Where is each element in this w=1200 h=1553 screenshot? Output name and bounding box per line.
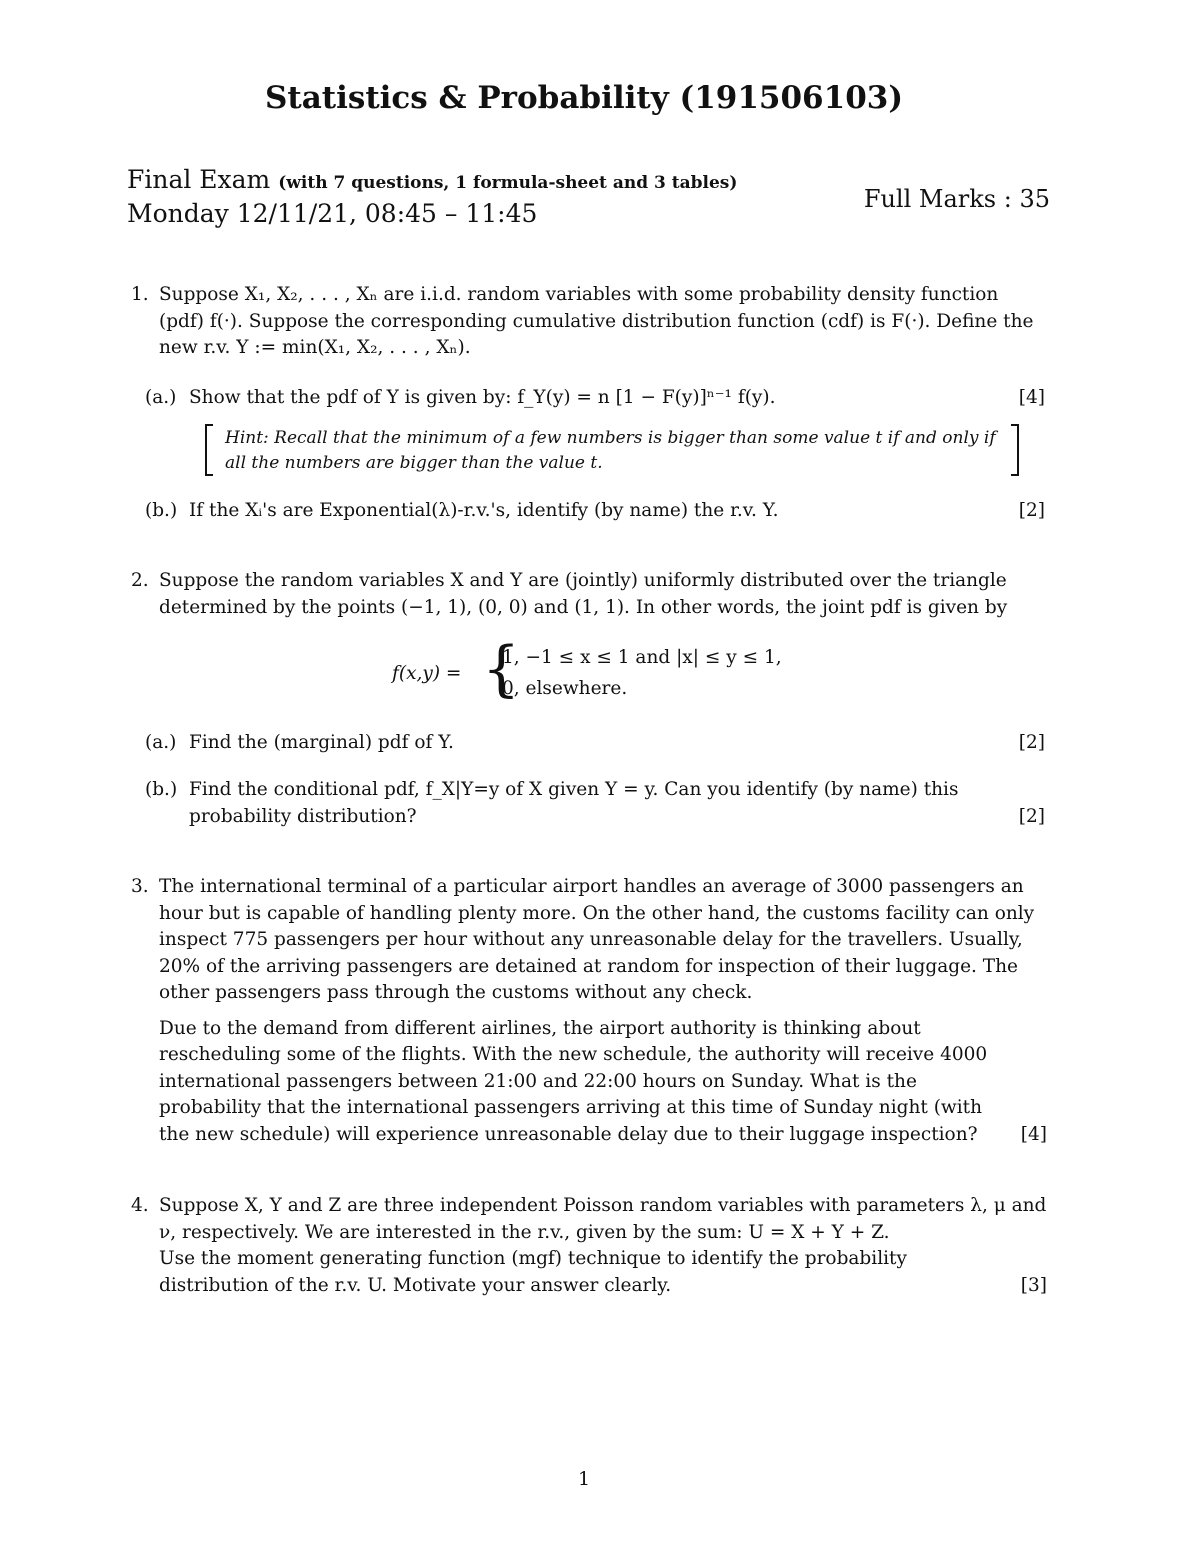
- question-2: [131, 568, 1047, 621]
- exam-line: [127, 165, 737, 194]
- full-marks: Full Marks : 35: [863, 185, 1050, 213]
- question-3: [131, 874, 1047, 1148]
- marks-badge: [4]: [1018, 387, 1045, 408]
- question-1b: [145, 498, 1045, 525]
- hint-text: Hint: Recall that the minimum of a few numbers is bigger than some value t if and only if all the numbers are bigger than the value t.: [225, 428, 996, 473]
- part-text: Find the (marginal) pdf of Y.: [189, 732, 454, 753]
- question-text: The international terminal of a particular airport handles an average of 3000 passengers an hour but is capable of handling plenty more. On the other hand, the customs facility can only inspect 775 passengers per hour without any unreasonable delay for the travellers. Usually, 20% of the arriving passengers are detained at random for inspection of their luggage. The other passengers pass through the customs without any check.: [159, 876, 1035, 1003]
- formula-case-1: 1, −1 ≤ x ≤ 1 and |x| ≤ y ≤ 1,: [502, 647, 782, 668]
- exam-note: (with 7 questions, 1 formula-sheet and 3 tables): [278, 173, 738, 193]
- part-label: (b.): [145, 500, 178, 521]
- question-number: 3.: [131, 876, 149, 897]
- part-text: Find the conditional pdf, f_X|Y=y of X given Y = y. Can you identify (by name) this probability distribution?: [189, 779, 959, 827]
- marks-badge: [4]: [1020, 1123, 1047, 1145]
- question-number: 2.: [131, 570, 149, 591]
- marks-badge: [2]: [1018, 500, 1045, 521]
- question-number: 4.: [131, 1195, 149, 1216]
- question-2b: [145, 777, 1045, 831]
- question-4: [131, 1193, 1047, 1299]
- question-1a: [145, 385, 1045, 412]
- exam-datetime: Monday 12/11/21, 08:45 – 11:45: [127, 199, 538, 228]
- marks-badge: [2]: [1018, 732, 1045, 753]
- question-text-2: Use the moment generating function (mgf) technique to identify the probability distribution of the r.v. U. Motivate your answer clearly.: [159, 1248, 907, 1296]
- question-text: Suppose the random variables X and Y are (jointly) uniformly distributed over the triangle determined by the points (−1, 1), (0, 0) and (1, 1). In other words, the joint pdf is given by: [159, 570, 1008, 618]
- question-number: 1.: [131, 284, 149, 305]
- marks-badge: [2]: [1018, 806, 1045, 827]
- question-2a: [145, 730, 1045, 757]
- course-title: Statistics & Probability (191506103): [264, 80, 903, 116]
- formula-lhs: f(x,y) =: [392, 663, 462, 684]
- part-label: (a.): [145, 387, 177, 408]
- formula-case-2: 0, elsewhere.: [502, 678, 628, 699]
- part-label: (a.): [145, 732, 177, 753]
- part-text: If the Xᵢ's are Exponential(λ)-r.v.'s, identify (by name) the r.v. Y.: [189, 500, 779, 521]
- hint-box: [205, 424, 1019, 476]
- page-number: 1: [577, 1468, 591, 1490]
- question-1: [131, 282, 1047, 362]
- part-text: Show that the pdf of Y is given by: f_Y(y) = n [1 − F(y)]ⁿ⁻¹ f(y).: [189, 387, 776, 408]
- marks-badge: [3]: [1020, 1274, 1047, 1296]
- question-text: Suppose X₁, X₂, . . . , Xₙ are i.i.d. random variables with some probability density function (pdf) f(·). Suppose the corresponding cumulative distribution function (cdf) is F(·). Define the new r.v. Y := min(X₁, X₂, . . . , Xₙ).: [159, 284, 1034, 358]
- question-text-2: Due to the demand from different airlines, the airport authority is thinking about rescheduling some of the flights. With the new schedule, the authority will receive 4000 international passengers between 21:00 and 22:00 hours on Sunday. What is the probability that the international passengers arriving at this time of Sunday night (with the new schedule) will experience unreasonable delay due to their luggage inspection?: [159, 1017, 988, 1145]
- exam-name: Final Exam: [127, 165, 271, 194]
- brace-symbol: {: [482, 634, 521, 704]
- part-label: (b.): [145, 779, 178, 800]
- question-text: Suppose X, Y and Z are three independent Poisson random variables with parameters λ, μ and ν, respectively. We are interested in the r.v., given by the sum: U = X + Y + Z.: [159, 1195, 1047, 1243]
